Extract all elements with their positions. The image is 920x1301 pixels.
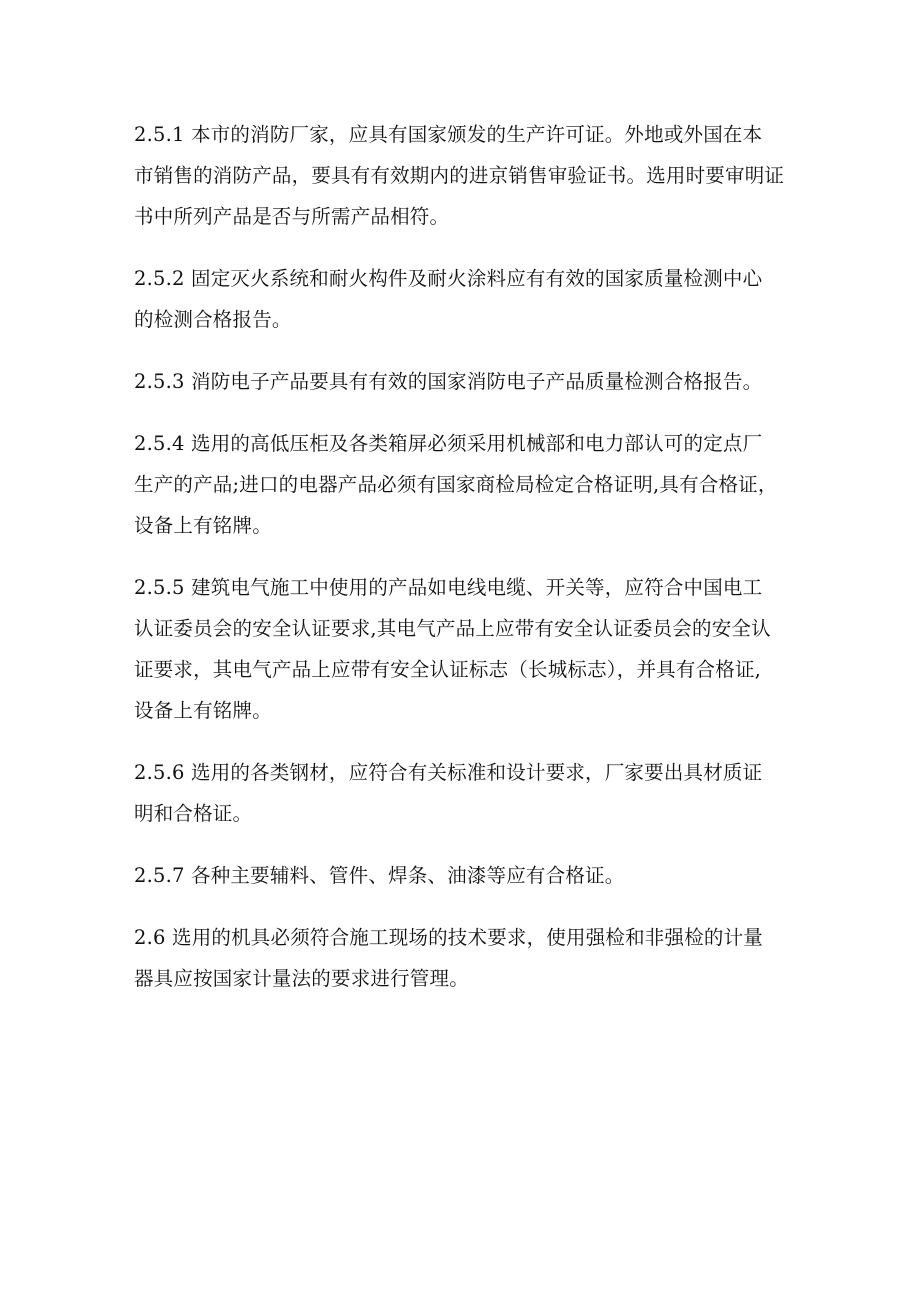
document-body	[134, 114, 814, 1020]
text-line: 2.5.5 建筑电气施工中使用的产品如电线电缆、开关等，应符合中国电工	[134, 576, 763, 599]
text-line: 2.5.4 选用的高低压柜及各类箱屏必须采用机械部和电力部认可的定点厂	[134, 432, 763, 455]
text-line: 认证委员会的安全认证要求,其电气产品上应带有安全认证委员会的安全认	[134, 617, 771, 640]
text-line: 书中所列产品是否与所需产品相符。	[134, 205, 450, 228]
text-line: 2.6 选用的机具必须符合施工现场的技术要求，使用强检和非强检的计量	[134, 926, 764, 949]
text-line: 设备上有铭牌。	[134, 699, 272, 722]
paragraph-2-5-6	[134, 752, 814, 834]
text-line: 明和合格证。	[134, 802, 253, 825]
text-line: 2.5.6 选用的各类钢材，应符合有关标准和设计要求，厂家要出具材质证	[134, 761, 763, 784]
text-line: 2.5.7 各种主要辅料、管件、焊条、油漆等应有合格证。	[134, 864, 625, 887]
text-line: 市销售的消防产品，要具有有效期内的进京销售审验证书。选用时要审明证	[134, 164, 785, 187]
text-line: 的检测合格报告。	[134, 308, 292, 331]
text-line: 2.5.3 消防电子产品要具有有效的国家消防电子产品质量检测合格报告。	[134, 370, 763, 393]
paragraph-2-5-3	[134, 361, 814, 402]
text-line: 证要求，其电气产品上应带有安全认证标志（长城标志），并具有合格证,	[134, 658, 762, 681]
text-line: 设备上有铭牌。	[134, 514, 272, 537]
paragraph-2-5-1	[134, 114, 814, 237]
text-line: 生产的产品;进口的电器产品必须有国家商检局检定合格证明,具有合格证，	[134, 473, 778, 496]
paragraph-2-6	[134, 917, 814, 999]
text-line: 2.5.1 本市的消防厂家，应具有国家颁发的生产许可证。外地或外国在本	[134, 123, 763, 146]
text-line: 2.5.2 固定灭火系统和耐火构件及耐火涂料应有有效的国家质量检测中心	[134, 267, 763, 290]
paragraph-2-5-5	[134, 567, 814, 731]
paragraph-2-5-7	[134, 855, 814, 896]
paragraph-2-5-4	[134, 423, 814, 546]
paragraph-2-5-2	[134, 258, 814, 340]
text-line: 器具应按国家计量法的要求进行管理。	[134, 967, 469, 990]
